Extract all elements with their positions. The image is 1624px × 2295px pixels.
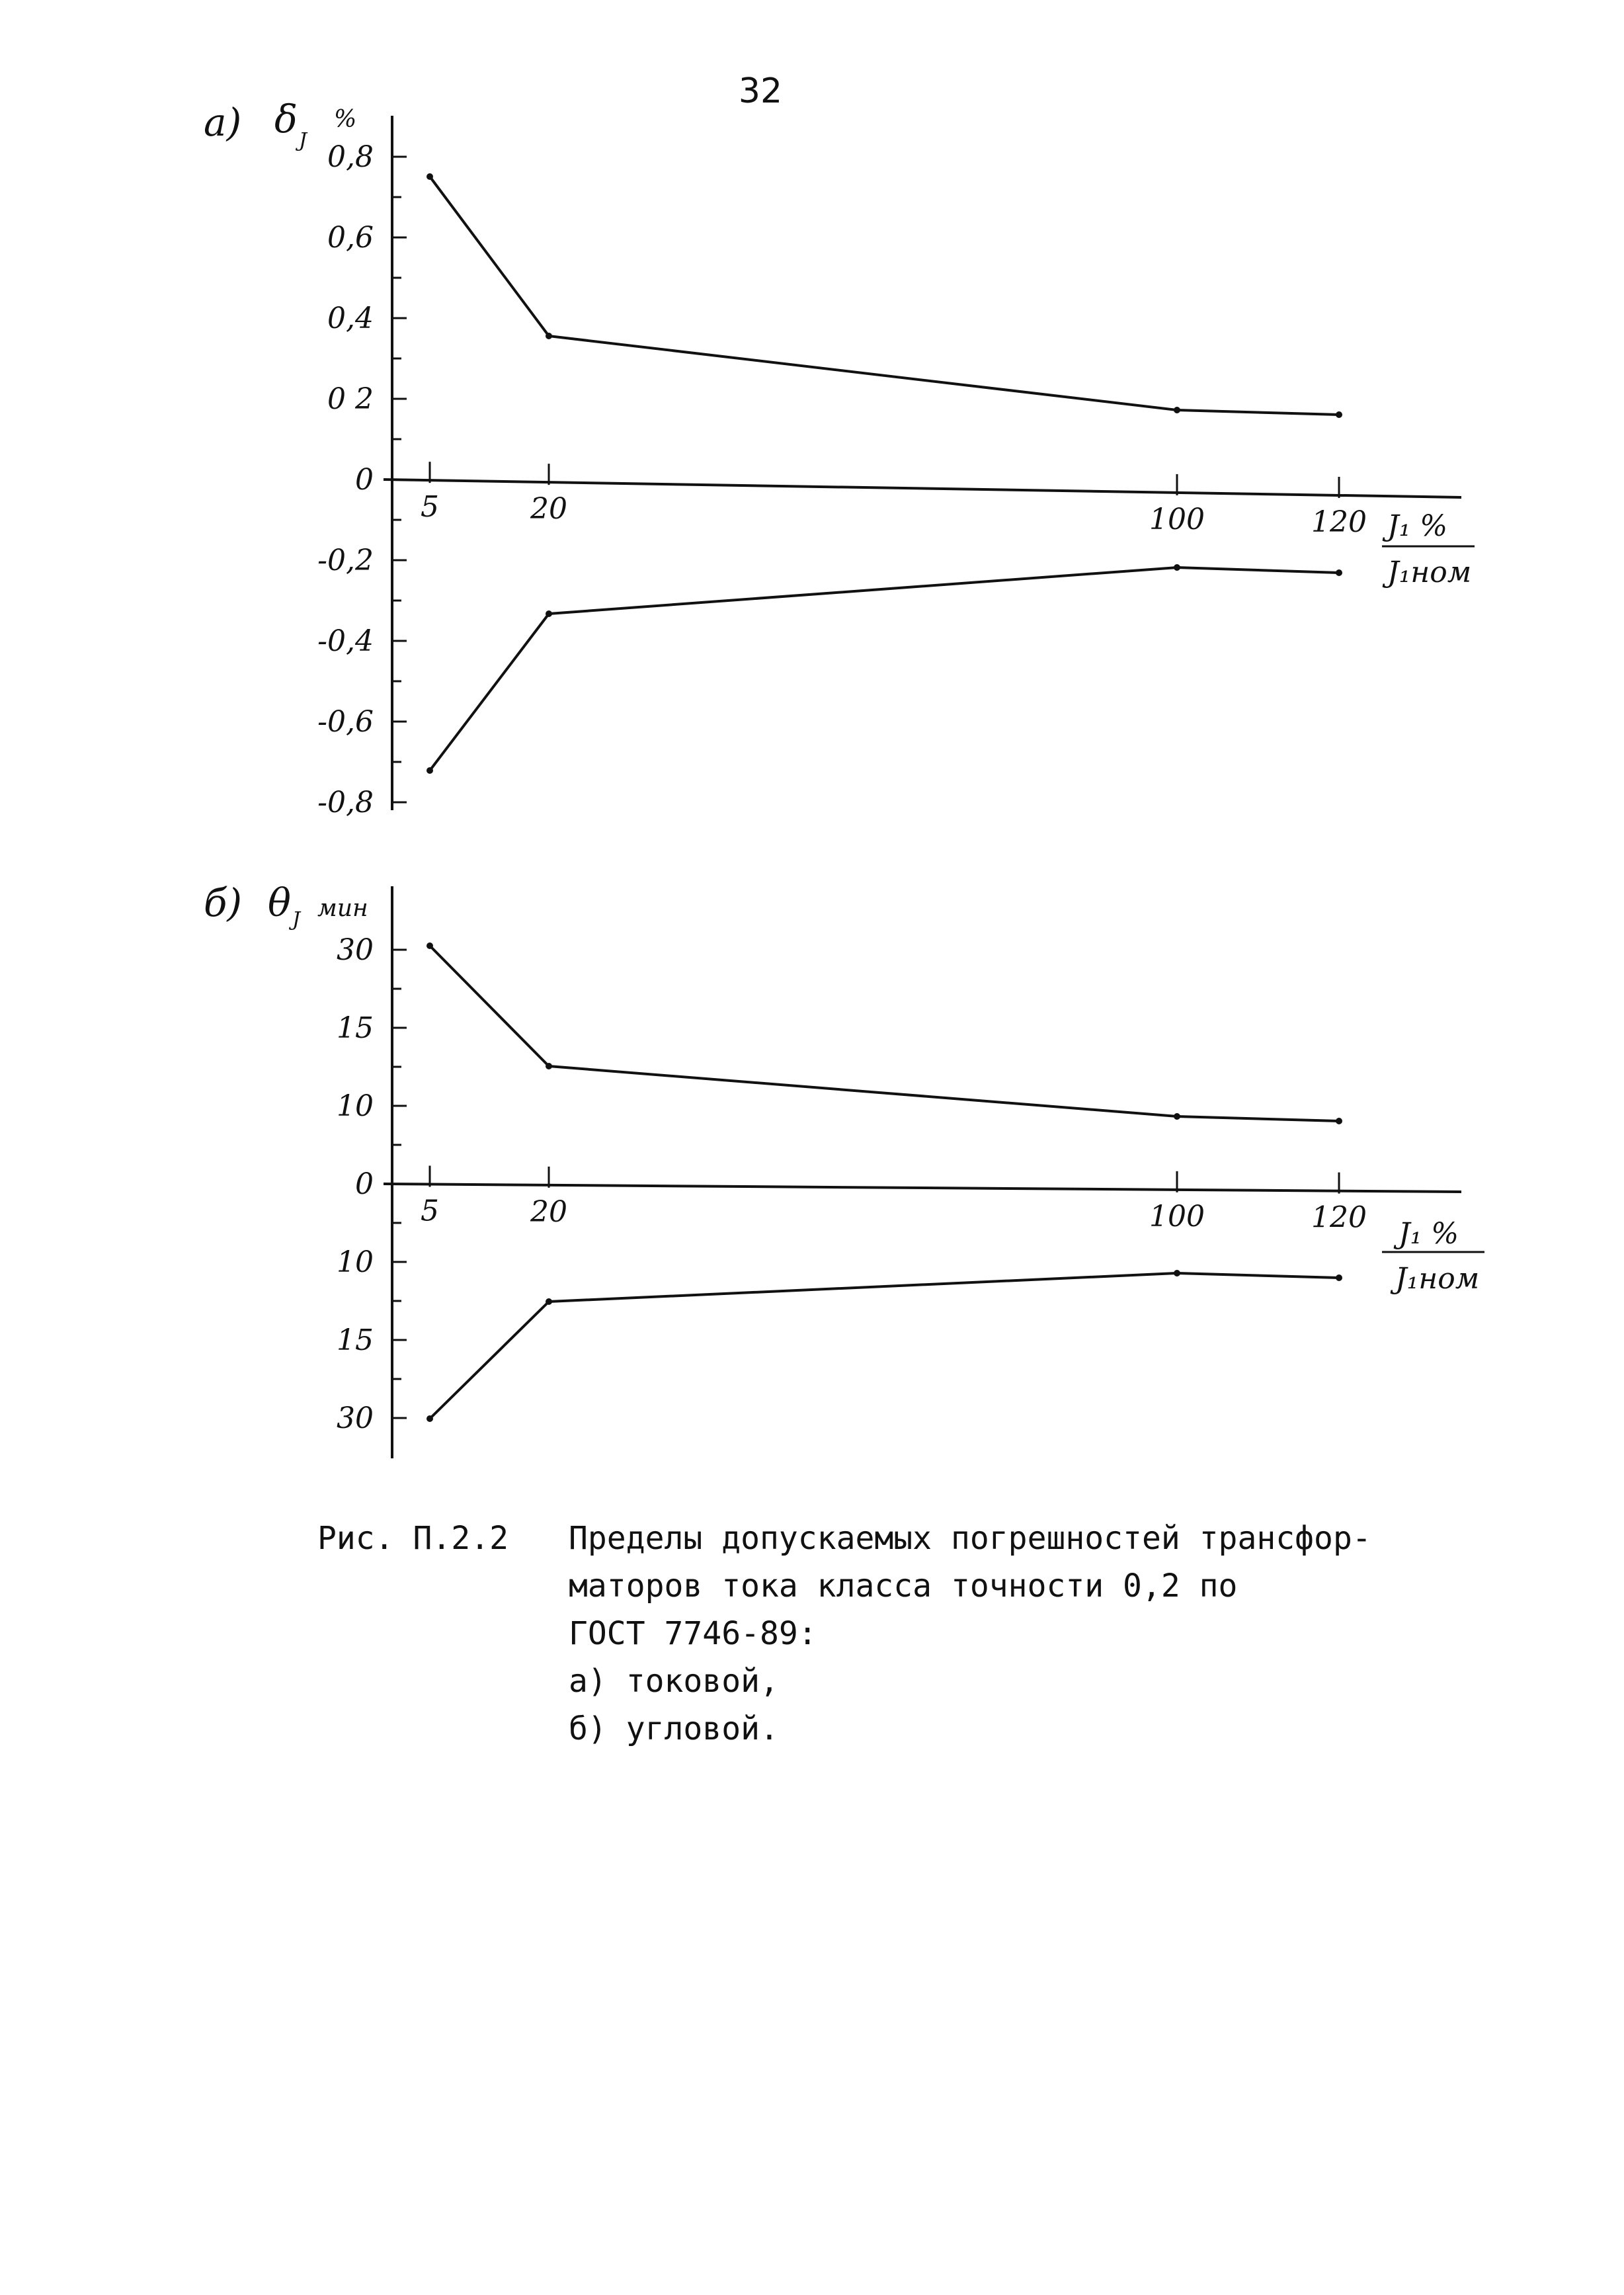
y-tick-label: 0,6 [327, 221, 374, 255]
data-point [1336, 411, 1342, 418]
x-tick-label: 20 [530, 492, 567, 526]
y-tick-label: 10 [337, 1245, 374, 1279]
x-tick-label: 120 [1311, 505, 1367, 539]
y-axis-unit: % [334, 106, 357, 133]
data-point [546, 1298, 552, 1305]
caption-line: Пределы допускаемых погрешностей трансфор- [569, 1520, 1371, 1557]
y-axis-subscript: J [292, 908, 301, 931]
y-axis-subscript: J [299, 129, 307, 152]
data-point [1174, 1270, 1180, 1276]
y-tick-label: 15 [337, 1323, 374, 1357]
y-tick-label: -0,6 [317, 705, 374, 739]
data-point [1174, 1113, 1180, 1120]
data-point [1336, 1274, 1342, 1281]
y-axis-unit: мин [317, 895, 368, 922]
x-tick-label: 20 [530, 1194, 567, 1229]
y-tick-label: 0 [355, 463, 374, 497]
data-point [426, 767, 433, 774]
axis-labels [204, 97, 1475, 589]
data-point [546, 610, 552, 617]
y-tick-label: 15 [337, 1011, 374, 1045]
page-number: 32 [738, 71, 783, 111]
data-point [1174, 407, 1180, 413]
caption-line: ГОСТ 7746-89: [569, 1615, 817, 1652]
panel-label: а) [204, 100, 242, 145]
data-point [1174, 564, 1180, 571]
caption-id: Рис. П.2.2 [317, 1520, 508, 1557]
series-lines [426, 173, 1342, 774]
data-point [1336, 569, 1342, 576]
y-axis-symbol: δ [274, 97, 298, 142]
y-tick-label: -0,4 [317, 624, 374, 658]
axes [384, 886, 1461, 1458]
y-tick-label: 10 [337, 1089, 374, 1123]
chart-current-error [0, 79, 1624, 899]
data-point [426, 942, 433, 949]
y-ticks [337, 933, 407, 1435]
x-ticks [421, 462, 1367, 539]
panel-label: б) [204, 880, 243, 925]
y-tick-label: 0,8 [327, 140, 374, 174]
x-ticks [421, 1166, 1367, 1235]
caption-text [569, 1515, 1494, 1753]
lower-limit-line [430, 1273, 1339, 1419]
caption-line: а) токовой, [569, 1663, 779, 1700]
data-point [426, 1415, 433, 1422]
y-tick-label: 0 2 [327, 382, 374, 416]
axes [384, 116, 1461, 810]
y-tick-label: 30 [337, 933, 374, 967]
lower-limit-line [430, 567, 1339, 771]
caption-line: б) угловой. [569, 1710, 779, 1747]
x-axis-label-numerator: J₁ % [1399, 1217, 1459, 1251]
x-axis-label-denominator: J₁ном [1387, 556, 1472, 589]
x-tick-label: 100 [1149, 1199, 1205, 1233]
y-tick-label: -0,8 [317, 786, 374, 819]
data-point [1336, 1118, 1342, 1124]
upper-limit-line [430, 177, 1339, 415]
chart-angular-error [0, 873, 1624, 1481]
data-point [426, 173, 433, 180]
series-lines [426, 942, 1342, 1422]
x-tick-label: 5 [421, 490, 439, 524]
x-axis [384, 1184, 1461, 1192]
x-tick-label: 5 [421, 1194, 439, 1228]
upper-limit-line [430, 946, 1339, 1121]
y-axis-symbol: θ [268, 880, 291, 925]
x-axis-label-denominator: J₁ном [1395, 1262, 1480, 1296]
x-tick-label: 120 [1311, 1200, 1367, 1235]
x-tick-label: 100 [1149, 502, 1205, 536]
data-point [546, 333, 552, 339]
y-tick-label: 0,4 [327, 302, 374, 335]
caption-line: маторов тока класса точности 0,2 по [569, 1567, 1238, 1605]
data-point [546, 1063, 552, 1069]
y-tick-label: -0,2 [317, 544, 374, 577]
y-tick-label: 0 [355, 1167, 374, 1201]
x-axis-label-numerator: J₁ % [1387, 509, 1448, 543]
y-tick-label: 30 [337, 1401, 374, 1435]
axis-labels [204, 880, 1484, 1296]
